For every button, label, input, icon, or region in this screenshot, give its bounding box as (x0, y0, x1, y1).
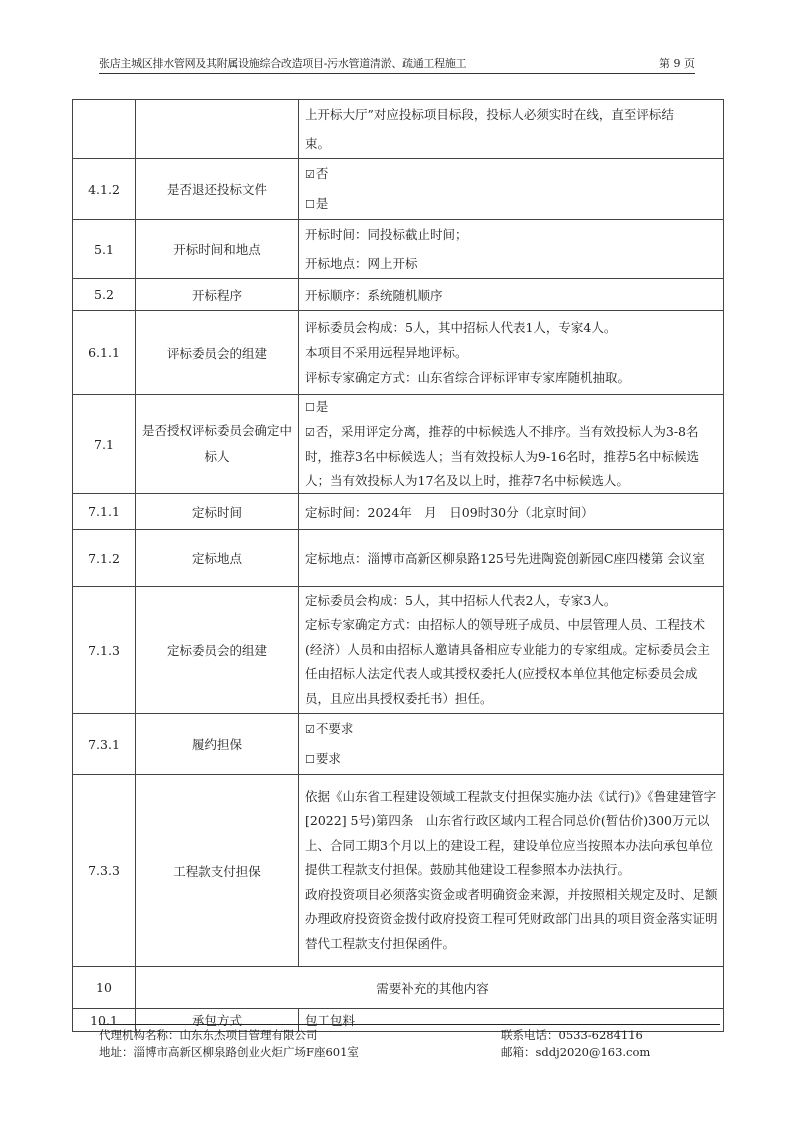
row-number: 5.2 (73, 279, 136, 311)
contact-phone: 联系电话：0533-6284116 (501, 1028, 643, 1042)
row-content (299, 395, 724, 494)
table-row (73, 714, 724, 775)
row-content: 依据《山东省工程建设领域工程款支付担保实施办法《试行)》《鲁建建管字[2022] 5号)第四条 山东省行政区域内工程合同总价(暂估价)300万元以上、合同工期3个月以上的建设工程，建设单位应当按照本办法向承包单位提供工程款支付担保。鼓励其他建设工程参照本办法执行。 政府投资项目必须落实资金或者明确资金来源，并按照相关规定及时、足额办理政府投资资金拨付政府投资工程可凭财政部门出具的项目资金落实证明替代工程款支付担保函件。 (299, 775, 724, 967)
table-row (73, 395, 724, 494)
row-content: 开标时间：同投标截止时间； 开标地点：网上开标 (299, 220, 724, 279)
row-item: 定标委员会的组建 (136, 587, 299, 714)
table-row (73, 530, 724, 587)
row-content (299, 714, 724, 775)
row-number: 7.1 (73, 395, 136, 494)
option-authorize-yes[interactable]: ☐是 (305, 395, 719, 420)
section-row (73, 967, 724, 1009)
row-number: 10 (73, 967, 136, 1009)
contact-email: 邮箱：sddj2020@163.com (501, 1045, 651, 1059)
row-number (73, 100, 136, 159)
table-row (73, 100, 724, 159)
option-authorize-no[interactable]: ☑否，采用评定分离，推荐的中标候选人不排序。当有效投标人为3-8名时，推荐3名中标候选人；当有效投标人为9-16名时，推荐5名中标候选人；当有效投标人为17名及以上时，推荐7名中标候选人。 (305, 420, 719, 493)
row-item: 是否授权评标委员会确定中标人 (136, 395, 299, 494)
row-number: 7.3.1 (73, 714, 136, 775)
row-item: 承包方式 (136, 1009, 299, 1032)
page-footer (99, 1024, 720, 1059)
table-row (73, 494, 724, 530)
row-content: 定标委员会构成：5人，其中招标人代表2人，专家3人。 定标专家确定方式：由招标人的领导班子成员、中层管理人员、工程技术(经济）人员和由招标人邀请具备相应专业能力的专家组成。定标委员会主任由招标人法定代表人或其授权委托人(应授权本单位其他定标委员会成员，且应出具授权委托书）担任。 (299, 587, 724, 714)
row-number: 7.1.3 (73, 587, 136, 714)
row-content: 开标顺序：系统随机顺序 (299, 279, 724, 311)
table-row (73, 220, 724, 279)
option-return-yes[interactable]: ☐是 (305, 189, 723, 219)
row-number: 10.1 (73, 1009, 136, 1032)
option-performance-required[interactable]: ☐要求 (305, 744, 723, 774)
checkbox-checked-icon[interactable]: ☑ (305, 723, 315, 736)
bid-data-table (72, 99, 724, 1032)
table-row (73, 587, 724, 714)
row-number: 7.3.3 (73, 775, 136, 967)
table-row (73, 775, 724, 967)
document-title: 张店主城区排水管网及其附属设施综合改造项目-污水管道清淤、疏通工程施工 (99, 57, 467, 70)
agency-address: 地址：淄博市高新区柳泉路创业火炬广场F座601室 (99, 1045, 359, 1059)
row-item: 履约担保 (136, 714, 299, 775)
row-item: 开标程序 (136, 279, 299, 311)
page-number: 第 9 页 (659, 57, 695, 70)
agency-name: 代理机构名称：山东东杰项目管理有限公司 (99, 1028, 318, 1042)
row-item: 评标委员会的组建 (136, 311, 299, 395)
row-number: 4.1.2 (73, 159, 136, 220)
row-number: 5.1 (73, 220, 136, 279)
table-row (73, 159, 724, 220)
checkbox-unchecked-icon[interactable]: ☐ (305, 401, 315, 414)
option-return-no[interactable]: ☑否 (305, 159, 723, 189)
row-number: 7.1.2 (73, 530, 136, 587)
row-item: 定标地点 (136, 530, 299, 587)
option-performance-not-required[interactable]: ☑不要求 (305, 714, 723, 744)
row-content: 定标地点：淄博市高新区柳泉路125号先进陶瓷创新园C座四楼第 会议室 (299, 530, 724, 587)
checkbox-unchecked-icon[interactable]: ☐ (305, 753, 315, 766)
checkbox-checked-icon[interactable]: ☑ (305, 168, 315, 181)
row-content: 上开标大厅”对应投标项目标段，投标人必须实时在线，直至评标结 束。 (299, 100, 724, 159)
row-number: 7.1.1 (73, 494, 136, 530)
page-header (99, 57, 695, 74)
row-item: 定标时间 (136, 494, 299, 530)
row-item: 是否退还投标文件 (136, 159, 299, 220)
row-item (136, 100, 299, 159)
row-content (299, 159, 724, 220)
row-content: 定标时间：2024年 月 日09时30分（北京时间） (299, 494, 724, 530)
row-number: 6.1.1 (73, 311, 136, 395)
table-row (73, 279, 724, 311)
checkbox-unchecked-icon[interactable]: ☐ (305, 198, 315, 211)
table-row (73, 311, 724, 395)
row-content: 评标委员会构成：5人，其中招标人代表1人，专家4人。 本项目不采用远程异地评标。 评标专家确定方式：山东省综合评标评审专家库随机抽取。 (299, 311, 724, 395)
row-item: 开标时间和地点 (136, 220, 299, 279)
row-item: 工程款支付担保 (136, 775, 299, 967)
section-title: 需要补充的其他内容 (136, 967, 724, 1009)
row-content: 包工包料 (299, 1009, 724, 1032)
checkbox-checked-icon[interactable]: ☑ (305, 426, 315, 439)
